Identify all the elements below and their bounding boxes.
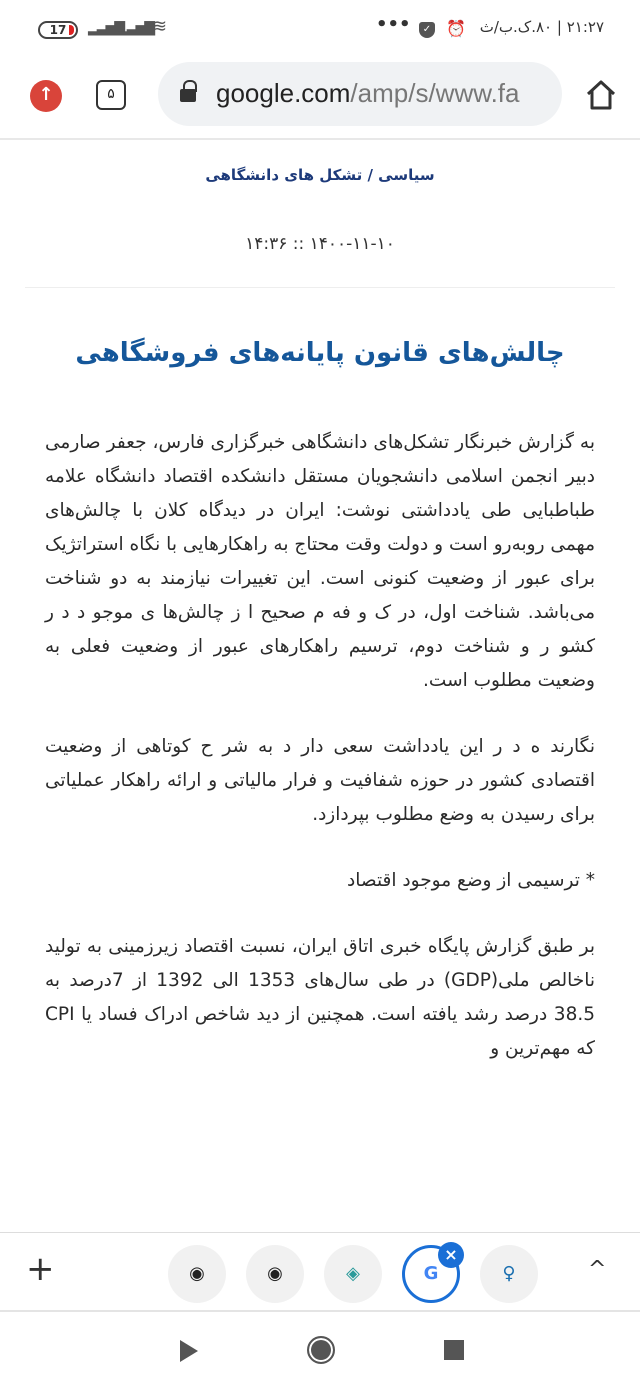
signal-icon: ▂▃▅▇	[88, 20, 124, 36]
tab-group-bar	[0, 1232, 640, 1312]
home-nav-icon[interactable]	[307, 1336, 335, 1364]
status-bar	[0, 0, 640, 60]
tab-chrome-2[interactable]	[246, 1245, 304, 1303]
chrome-icon: ◉	[267, 1263, 283, 1284]
signal-icon-2: ▂▃▅▇	[118, 20, 154, 36]
system-nav-bar	[0, 1312, 640, 1388]
address-bar[interactable]	[158, 62, 562, 126]
paragraph: به گزارش خبرنگار تشکل‌های دانشگاهی خبرگزاری فارس، جعفر صارمی دبیر انجمن اسلامی دانشجویان مستقل دانشکده اقتصاد دانشگاه علامه طباطبایی طی یادداشتی نوشت: ایران در دیدگاه کلان با چالش‌های مهمی روبه‌رو است و دولت وقت محتاج به راهکارهایی با نگاه استراتژیک برای عبور از وضعیت کنونی است. این تغییرات نیازمند به دو شناخت می‌باشد. شناخت اول، در ک و فه م صحیح ا ز چالش‌ها ی موجو د د ر کشو ر و شناخت دوم، ترسیم راهکارهای عبور از وضعیت فعلی به وضعیت مطلوب است.	[45, 432, 595, 691]
tab-site[interactable]	[324, 1245, 382, 1303]
section-heading: * ترسیمی از وضع موجود اقتصاد	[347, 870, 595, 891]
battery-icon: 17	[38, 21, 78, 39]
site-favicon-icon: ♀	[502, 1263, 516, 1284]
article-body	[45, 426, 595, 1098]
wifi-icon: ≋	[152, 16, 166, 37]
alarm-icon: ⏰	[446, 19, 466, 38]
update-icon[interactable]: ↑	[30, 80, 62, 112]
new-tab-button[interactable]: +	[26, 1249, 55, 1289]
home-icon[interactable]	[584, 78, 618, 112]
page-content	[0, 142, 640, 1232]
tab-switcher-button[interactable]: ۵	[96, 80, 126, 110]
more-notifications: •••	[376, 14, 411, 35]
paragraph: بر طبق گزارش پایگاه خبری اتاق ایران، نسبت اقتصاد زیرزمینی به تولید ناخالص ملی(GDP) در طی سال‌های 1353 الی 1392 از 7درصد به 38.5 درصد رشد یافته است. همچنین از دید شاخص ادراک فساد یا CPI که مهم‌ترین و	[45, 936, 595, 1059]
shield-icon: ✓	[419, 22, 435, 38]
close-tab-icon[interactable]: ×	[438, 1242, 464, 1268]
tab-site-2[interactable]	[480, 1245, 538, 1303]
divider	[25, 287, 615, 288]
chevron-up-icon[interactable]: ^	[588, 1257, 607, 1282]
status-time: ۲۱:۲۷ | ۸۰.ک.ب/ث	[479, 18, 604, 36]
chrome-icon: ◉	[189, 1263, 205, 1284]
breadcrumb[interactable]: سیاسی / تشکل های دانشگاهی	[205, 166, 435, 184]
article-datetime: ۱۴:۳۶ :: ۱۴۰۰-۱۱-۱۰	[245, 234, 395, 254]
paragraph: نگارند ه د ر این یادداشت سعی دار د به شر ح کوتاهی از وضعیت اقتصادی کشور در حوزه شفافیت و فرار مالیاتی و ارائه راهکار عملیاتی برای رسیدن به وضع مطلوب بپردازد.	[45, 736, 595, 825]
article-title: چالش‌های قانون پایانه‌های فروشگاهی	[75, 338, 565, 368]
site-favicon-icon: ◈	[346, 1263, 360, 1284]
tab-chrome-1[interactable]	[168, 1245, 226, 1303]
back-icon[interactable]	[180, 1340, 198, 1362]
recents-icon[interactable]	[444, 1340, 464, 1360]
google-icon: G	[423, 1263, 439, 1284]
lock-icon[interactable]	[180, 84, 196, 102]
url-text[interactable]: google.com/amp/s/www.fa	[216, 78, 520, 108]
